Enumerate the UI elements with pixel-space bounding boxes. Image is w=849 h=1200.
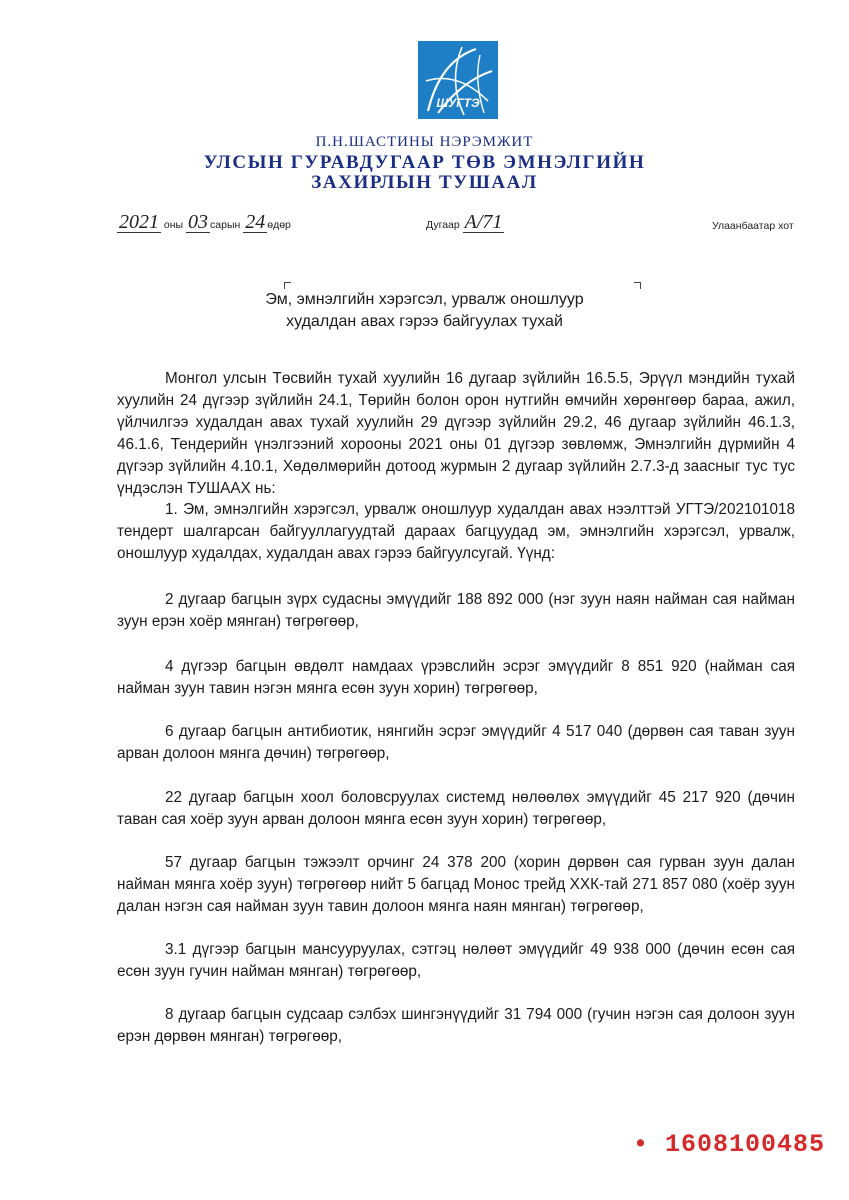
lot-8-paragraph: 8 дугаар багцын судсаар сэлбэх шингэнүүдийг 31 794 000 (гучин нэгэн сая долоон зуун ерэн дөрвөн мянган) төгрөгөөр,	[117, 1006, 795, 1045]
subject-title	[0, 289, 849, 333]
date-month-label: сарын	[210, 219, 241, 231]
serial-number: • 1608100485	[633, 1130, 826, 1159]
header-line-1: П.Н.ШАСТИНЫ НЭРЭМЖИТ	[315, 134, 534, 150]
subject-bracket-right	[634, 282, 641, 289]
lot-6-paragraph: 6 дугаар багцын антибиотик, нянгийн эсрэг эмүүдийг 4 517 040 (дөрвөн сая таван зуун арван долоон мянга дөчин) төгрөгөөр,	[117, 723, 795, 762]
lot-57-paragraph: 57 дугаар багцын тэжээлт орчинг 24 378 200 (хорин дөрвөн сая гурван зуун далан найман мянга хоёр зуун) төгрөгөөр нийт 5 багцад Монос трейд ХХК-тай 271 857 080 (хоёр зуун далан нэгэн сая найман зуун тавин долоон мянга наян мянган) төгрөгөөр,	[117, 854, 795, 915]
subject-line-1: Эм, эмнэлгийн хэрэгсэл, урвалж оношлуур	[265, 291, 584, 308]
date-year: 2021	[119, 211, 159, 233]
lot-22-paragraph: 22 дугаар багцын хоол боловсруулах системд нөлөөлөх эмүүдийг 45 217 920 (дөчин таван сая хоёр зуун арван долоон мянга есөн зуун хорин) төгрөгөөр,	[117, 789, 795, 828]
lot-4-paragraph: 4 дүгээр багцын өвдөлт намдаах үрэвслийн эсрэг эмүүдийг 8 851 920 (найман сая найман зуун тавин нэгэн мянга есөн зуун хорин) төгрөгөөр,	[117, 658, 795, 697]
city: Улаанбаатар хот	[712, 220, 794, 232]
logo-text: ШУГТЭ	[436, 96, 480, 110]
order-number: А/71	[464, 211, 503, 233]
order-number-line	[426, 212, 504, 233]
date-line	[117, 212, 291, 233]
subject-bracket-left	[284, 282, 291, 289]
subject-line-2: худалдан авах гэрээ байгуулах тухай	[286, 313, 563, 330]
hospital-logo	[418, 41, 498, 119]
lot-3-1-paragraph: 3.1 дүгээр багцын мансууруулах, сэтгэц нөлөөт эмүүдийг 49 938 000 (дөчин есөн сая есөн зуун гучин найман мянган) төгрөгөөр,	[117, 941, 795, 980]
header-line-3: ЗАХИРЛЫН ТУШААЛ	[311, 172, 538, 193]
preamble-paragraph: Монгол улсын Төсвийн тухай хуулийн 16 дугаар зүйлийн 16.5.5, Эрүүл мэндийн тухай хуулийн 24 дүгээр зүйлийн 24.1, Төрийн болон орон нутгийн өмчийн хөрөнгөөр бараа, ажил, үйлчилгээ худалдан авах тухай хуулийн 29 дүгээр зүйлийн 29.2, 46 дугаар зүйлийн 46.1.3, 46.1.6, Тендерийн үнэлгээний хорооны 2021 оны 01 дүгээр зөвлөмж, Эмнэлгийн дүрмийн 4 дүгээр зүйлийн 4.10.1, Хөдөлмөрийн дотоод журмын 2 дугаар зүйлийн 2.7.3-д заасныг тус тус үндэслэн ТУШААХ нь:	[117, 370, 795, 497]
date-month: 03	[188, 211, 209, 233]
date-day-label: өдөр	[267, 219, 291, 231]
lot-2-paragraph: 2 дугаар багцын зүрх судасны эмүүдийг 188 892 000 (нэг зуун наян найман сая найман зуун ерэн хоёр мянган) төгрөгөөр,	[117, 591, 795, 630]
date-year-label: оны	[163, 219, 184, 231]
header-line-2: УЛСЫН ГУРАВДУГААР ТӨВ ЭМНЭЛГИЙН	[203, 152, 646, 173]
item-1-paragraph: 1. Эм, эмнэлгийн хэрэгсэл, урвалж оношлуур худалдан авах нээлттэй УГТЭ/202101018 тендерт шалгарсан байгууллагуудтай дараах багцуудад эм, эмнэлгийн хэрэгсэл, урвалж, оношлуур худалдах, худалдан авах гэрээ байгуулсугай. Үүнд:	[117, 501, 795, 562]
order-number-label: Дугаар	[426, 219, 460, 231]
date-day: 24	[245, 211, 266, 233]
